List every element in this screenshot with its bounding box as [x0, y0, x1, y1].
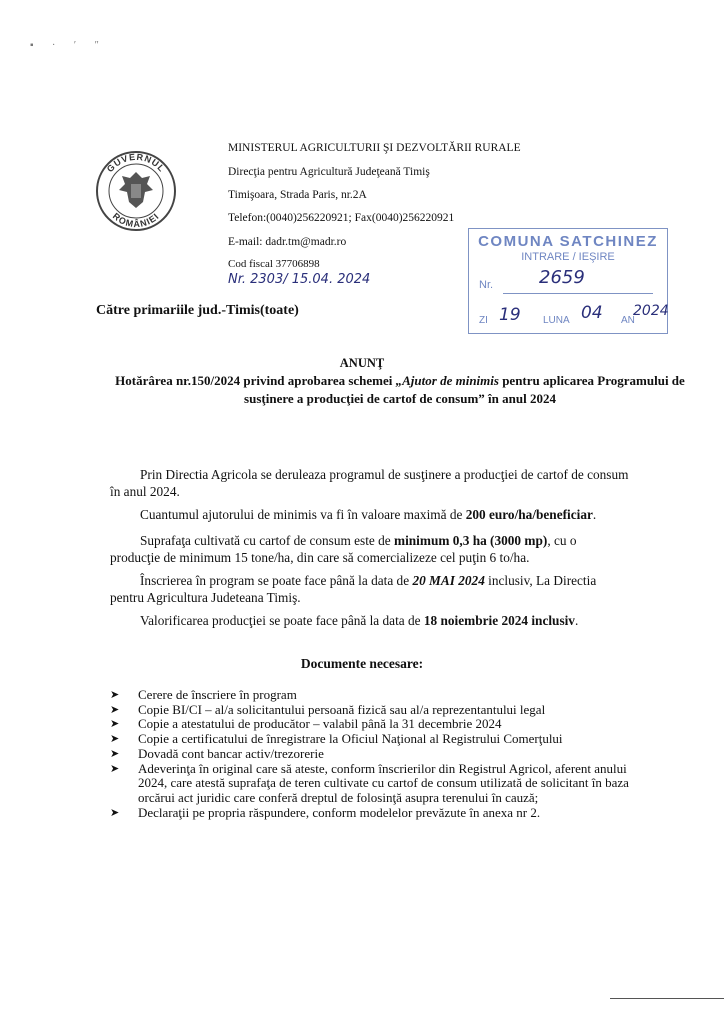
stamp-luna-label: LUNA [543, 315, 570, 326]
announcement-subtitle-part1: Hotărârea nr.150/2024 privind aprobarea schemei [115, 373, 396, 388]
paragraph-capitalization-deadline: 18 noiembrie 2024 inclusiv [423, 613, 575, 628]
arrow-bullet-icon: ➤ [110, 703, 120, 716]
list-item-text: Cerere de înscriere în program [138, 687, 297, 702]
announcement-subtitle-italic: „Ajutor de minimis [395, 373, 499, 388]
arrow-bullet-icon: ➤ [110, 747, 120, 760]
documents-list [110, 688, 630, 820]
list-item [110, 747, 630, 762]
arrow-bullet-icon: ➤ [110, 762, 120, 775]
list-item [110, 762, 630, 806]
registration-stamp [468, 228, 668, 334]
paragraph-area [110, 532, 630, 566]
paragraph-area-value: minimum 0,3 ha (3000 mp) [394, 533, 548, 548]
phone-fax: Telefon:(0040)256220921; Fax(0040)256220921 [228, 212, 455, 224]
paragraph-program: Prin Directia Agricola se deruleaza programul de susţinere a producţiei de cartof de consum în anul 2024. [110, 467, 629, 499]
paragraph-area-text: Suprafaţa cultivată cu cartof de consum este de [140, 533, 395, 548]
paragraph-area-rest: , cu o producţie de minimum 15 tone/ha, din care să comercializeze cel puţin 6 to/ha. [110, 533, 577, 565]
arrow-bullet-icon: ➤ [110, 718, 120, 731]
list-item-text: Copie a atestatului de producător – valabil până la 31 decembrie 2024 [138, 716, 502, 732]
arrow-bullet-icon: ➤ [110, 806, 120, 819]
svg-text:GUVERNUL [105, 152, 167, 174]
paragraph-registration-text: Înscrierea în program se poate face până la data de [140, 573, 413, 588]
list-item [110, 732, 630, 747]
list-item-text: Copie a certificatului de înregistrare la Oficiul Naţional al Registrului Comerţului [138, 731, 563, 747]
stamp-title: COMUNA SATCHINEZ [478, 233, 658, 250]
paragraph-amount-text: Cuantumul ajutorului de minimis va fi în valoare maximă de [140, 507, 466, 522]
paragraph-amount [110, 506, 630, 523]
stamp-an-value: 2024 [633, 303, 669, 319]
ministry-name: MINISTERUL AGRICULTURII ŞI DEZVOLTĂRII RURALE [228, 142, 521, 154]
paragraph-capitalization-text: Valorificarea producţiei se poate face până la data de [140, 613, 424, 628]
stamp-zi-value: 19 [499, 305, 521, 325]
paragraph-capitalization-end: . [574, 613, 579, 628]
handwritten-registration-number: Nr. 2303/ 15.04. 2024 [228, 272, 371, 287]
scan-specks: ▪ · ′ ″ [30, 40, 107, 51]
list-item-text: Copie BI/CI – al/a solicitantului persoană fizică sau al/a reprezentantului legal [138, 701, 546, 717]
paragraph-amount-value: 200 euro/ha/beneficiar [465, 507, 593, 522]
list-item [110, 703, 630, 718]
scan-edge-line [610, 998, 724, 999]
list-item [110, 806, 630, 821]
arrow-bullet-icon: ➤ [110, 733, 120, 746]
paragraph-registration [110, 572, 630, 606]
stamp-zi-label: ZI [479, 315, 488, 326]
paragraph-registration-deadline: 20 MAI 2024 [412, 573, 485, 588]
list-item [110, 717, 630, 732]
list-item-text: Adeverinţa în original care să ateste, conform înscrierilor din Registrul Agricol, aferent anului 2024, care atestă suprafaţa de teren cultivate cu cartof de consum utilizată de solicitant în baza orcărui act juridic care conferă dreptul de folosinţă asupra terenului în cauză; [138, 760, 629, 805]
paragraph-amount-end: . [592, 507, 597, 522]
documents-title: Documente necesare: [300, 656, 424, 671]
list-item-text: Declaraţii pe propria răspundere, conform modelelor prevăzute în anexa nr 2. [138, 804, 541, 820]
fiscal-code: Cod fiscal 37706898 [228, 258, 320, 270]
list-item-text: Dovadă cont bancar activ/trezorerie [138, 745, 324, 761]
stamp-nr-label: Nr. [479, 279, 494, 291]
paragraph-capitalization [110, 612, 630, 629]
list-item [110, 688, 630, 703]
arrow-bullet-icon: ➤ [110, 689, 120, 701]
seal-top-text: GUVERNUL [104, 151, 168, 175]
seal-bottom-text: ROMÂNIEI [110, 210, 162, 230]
paragraph-registration-rest: inclusiv, La Directia pentru Agricultura Judeteana Timiş. [110, 573, 597, 605]
government-seal-icon [95, 150, 177, 232]
stamp-subtitle: INTRARE / IEŞIRE [521, 251, 615, 263]
address: Timişoara, Strada Paris, nr.2A [228, 189, 367, 201]
directorate-name: Direcţia pentru Agricultură Judeţeană Timiş [228, 166, 430, 178]
announcement-subtitle-part2: pentru aplicarea Programului de susţinere a producţiei de cartof de consum” în anul 2024 [244, 373, 685, 406]
addressee: Către primariile jud.-Timis(toate) [96, 303, 299, 318]
stamp-an-label: AN [621, 315, 635, 326]
stamp-luna-value: 04 [581, 303, 603, 323]
email: E-mail: dadr.tm@madr.ro [228, 236, 347, 248]
stamp-nr-value: 2659 [539, 267, 585, 288]
announcement-title: ANUNŢ [339, 356, 385, 370]
announcement-subtitle [110, 372, 690, 408]
stamp-nr-line [503, 293, 653, 294]
